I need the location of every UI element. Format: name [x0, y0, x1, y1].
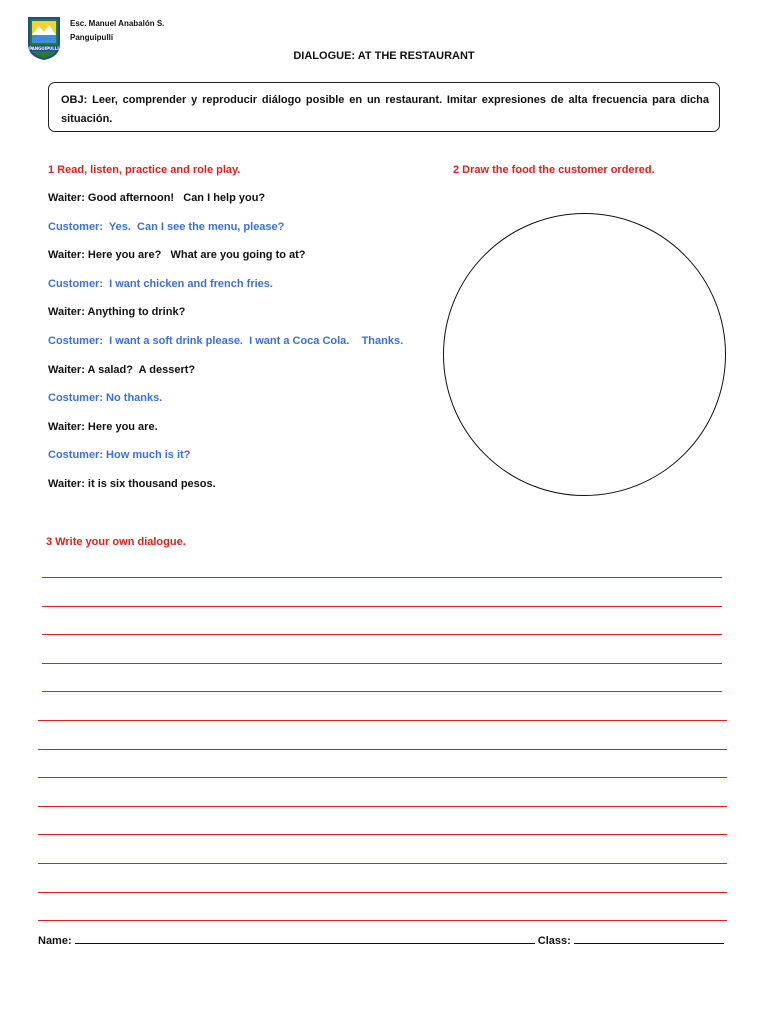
school-city: Panguipulli	[70, 33, 114, 42]
writing-line[interactable]	[42, 606, 722, 607]
page-title: DIALOGUE: AT THE RESTAURANT	[293, 50, 475, 62]
school-name: Esc. Manuel Anabalón S.	[70, 19, 165, 28]
writing-line[interactable]	[38, 806, 727, 807]
writing-line[interactable]	[38, 720, 727, 721]
writing-line[interactable]	[38, 834, 727, 835]
logo-text: PANGUIPULLI	[29, 46, 59, 51]
dialogue-line: Customer: Yes. Can I see the menu, please?	[48, 220, 285, 233]
writing-line[interactable]	[38, 920, 727, 921]
dialogue-line: Costumer: I want a soft drink please. I want a Coca Cola. Thanks.	[48, 335, 404, 347]
footer	[38, 934, 732, 947]
dialogue-line: Waiter: Here you are? What are you going to at?	[48, 249, 306, 262]
writing-line[interactable]	[42, 577, 722, 578]
dialogue-line: Costumer: How much is it?	[48, 449, 191, 462]
dialogue-line: Waiter: Here you are.	[48, 420, 158, 433]
drawing-circle[interactable]	[443, 213, 726, 496]
writing-line[interactable]	[42, 691, 722, 692]
writing-line[interactable]	[38, 863, 727, 864]
name-label: Name:	[38, 935, 72, 947]
writing-line[interactable]	[38, 892, 727, 893]
writing-line[interactable]	[42, 634, 722, 635]
writing-line[interactable]	[42, 663, 722, 664]
class-label: Class:	[537, 935, 571, 947]
dialogue-line: Waiter: A salad? A dessert?	[48, 363, 196, 376]
section1-heading: 1 Read, listen, practice and role play.	[48, 164, 241, 176]
objective-text: OBJ: Leer, comprender y reproducir diálogo posible en un restaurant. Imitar expresiones de alta frecuencia para dicha situación.	[61, 94, 709, 125]
class-blank[interactable]	[574, 934, 724, 944]
dialogue-line: Costumer: No thanks.	[48, 392, 163, 405]
objective-box	[48, 82, 720, 132]
dialogue-line: Waiter: Anything to drink?	[48, 306, 186, 319]
writing-line[interactable]	[38, 777, 727, 778]
dialogue-line: Waiter: it is six thousand pesos.	[48, 478, 216, 490]
section2-heading: 2 Draw the food the customer ordered.	[453, 164, 655, 176]
dialogue-line: Customer: I want chicken and french fries.	[48, 277, 273, 290]
section3-heading: 3 Write your own dialogue.	[46, 536, 186, 548]
dialogue-line: Waiter: Good afternoon! Can I help you?	[48, 192, 266, 204]
writing-line[interactable]	[38, 749, 727, 750]
name-blank[interactable]	[75, 934, 535, 944]
